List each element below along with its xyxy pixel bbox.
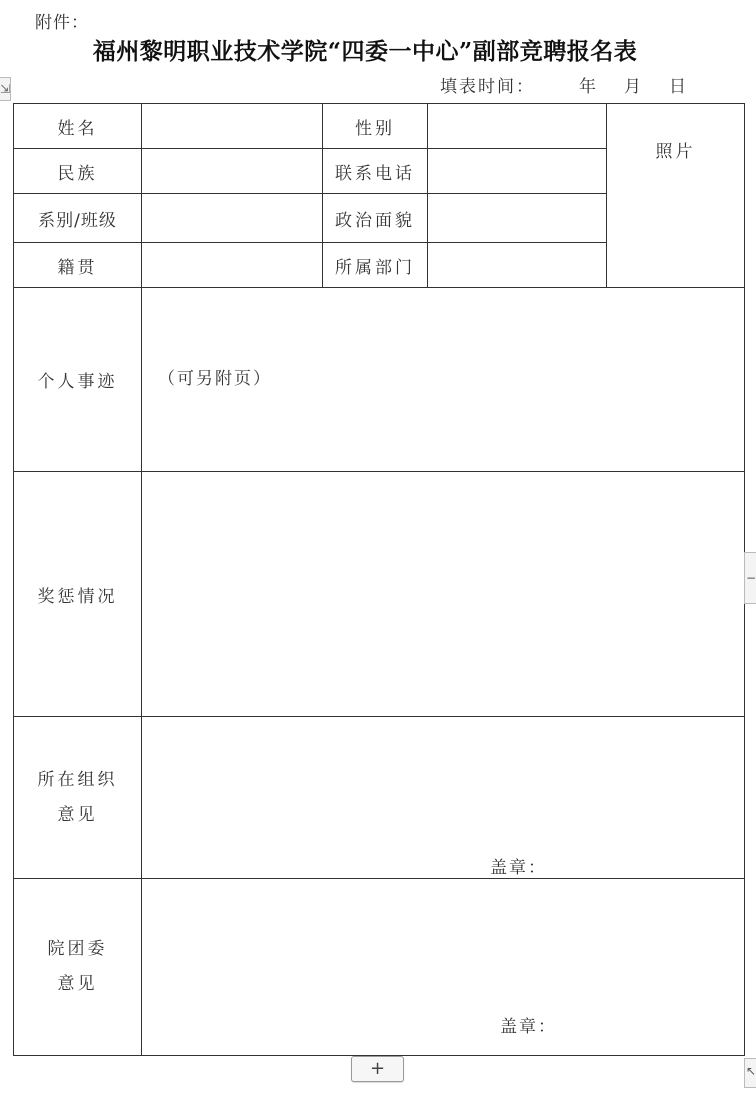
rewards-penalties-input-cell[interactable] [142, 472, 745, 717]
application-form-table [13, 103, 745, 1056]
fill-date-label: 填表时间： [440, 77, 535, 97]
affiliated-dept-label: 所属部门 [323, 243, 428, 288]
photo-cell[interactable] [607, 104, 745, 288]
org-opinion-line1: 所在组织 [37, 769, 118, 790]
league-opinion-label [14, 879, 142, 1056]
table-row [14, 879, 745, 1056]
political-status-label: 政治面貌 [323, 194, 428, 243]
table-row [14, 717, 745, 879]
org-opinion-input-cell[interactable] [142, 717, 745, 879]
league-opinion-line2: 意见 [57, 974, 98, 994]
department-class-label: 系别/班级 [14, 194, 142, 243]
year-label: 年 [579, 77, 598, 97]
table-row [14, 472, 745, 717]
name-label: 姓名 [14, 104, 142, 149]
native-place-label: 籍贯 [14, 243, 142, 288]
fill-date-row [440, 72, 688, 97]
rewards-penalties-label: 奖惩情况 [14, 472, 142, 717]
column-resize-handle-icon[interactable]: − [744, 552, 756, 604]
photo-label: 照片 [655, 142, 696, 162]
org-stamp-label: 盖章： [490, 858, 547, 878]
phone-input-cell[interactable] [428, 149, 607, 194]
add-row-button[interactable]: + [351, 1056, 404, 1082]
phone-label: 联系电话 [323, 149, 428, 194]
affiliated-dept-input-cell[interactable] [428, 243, 607, 288]
attachment-label: 附件： [35, 13, 89, 33]
personal-deeds-label: 个人事迹 [14, 288, 142, 472]
name-input-cell[interactable] [142, 104, 323, 149]
gender-input-cell[interactable] [428, 104, 607, 149]
table-row [14, 104, 745, 149]
table-row [14, 288, 745, 472]
table-resize-corner-icon[interactable]: ↖ [744, 1058, 756, 1088]
political-status-input-cell[interactable] [428, 194, 607, 243]
league-opinion-input-cell[interactable] [142, 879, 745, 1056]
ethnicity-input-cell[interactable] [142, 149, 323, 194]
personal-deeds-input-cell[interactable] [142, 288, 745, 472]
department-class-input-cell[interactable] [142, 194, 323, 243]
org-opinion-label [14, 717, 142, 879]
ethnicity-label: 民族 [14, 149, 142, 194]
month-label: 月 [624, 77, 643, 97]
gender-label: 性别 [323, 104, 428, 149]
org-opinion-line2: 意见 [57, 804, 98, 825]
league-stamp-label: 盖章： [500, 1017, 557, 1037]
page-title: 福州黎明职业技术学院“四委一中心”副部竞聘报名表 [92, 38, 638, 65]
table-move-handle-icon[interactable]: ⇲ [0, 77, 11, 101]
league-opinion-line1: 院团委 [47, 939, 108, 959]
native-place-input-cell[interactable] [142, 243, 323, 288]
day-label: 日 [669, 77, 688, 97]
attach-note: （可另附页） [158, 369, 272, 389]
